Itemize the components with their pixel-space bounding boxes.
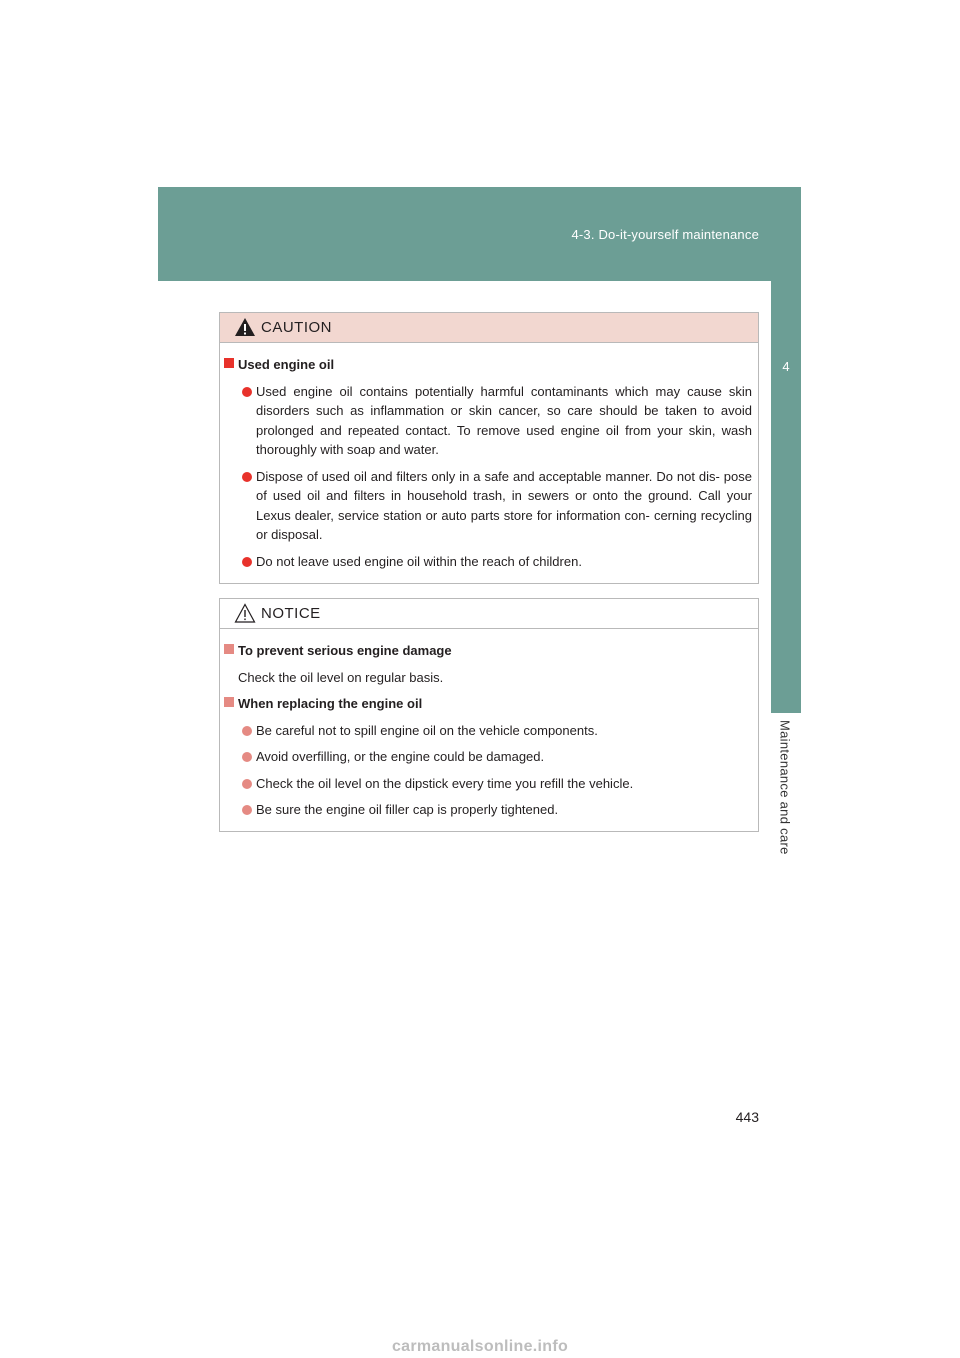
bullet-dot-icon	[242, 805, 252, 815]
caution-header	[220, 313, 758, 343]
notice-text: Check the oil level on regular basis.	[238, 669, 444, 685]
section-title: 4-3. Do-it-yourself maintenance	[571, 227, 759, 242]
list-item	[242, 721, 752, 741]
page-number: 443	[735, 1109, 759, 1125]
chapter-tab	[771, 281, 801, 713]
caution-heading-text: Used engine oil	[238, 357, 335, 372]
list-item-text: Be sure the engine oil filler cap is properly tightened.	[256, 802, 559, 817]
list-item	[242, 467, 752, 545]
list-item	[242, 382, 752, 460]
caution-box	[219, 312, 759, 584]
square-bullet-icon	[224, 644, 234, 654]
notice-heading-2	[224, 694, 752, 714]
bullet-dot-icon	[242, 752, 252, 762]
bullet-dot-icon	[242, 557, 252, 567]
list-item-text: Used engine oil contains potentially harmful contaminants which may cause skin disorders such as inflammation or skin cancer, so care should be taken to avoid prolonged and repeated contact. To remove used engine oil from your skin, wash thoroughly with soap and water.	[256, 383, 752, 457]
list-item	[242, 747, 752, 767]
notice-heading-text: When replacing the engine oil	[238, 696, 423, 711]
list-item-text: Be careful not to spill engine oil on the vehicle components.	[256, 722, 598, 738]
chapter-number: 4	[782, 359, 790, 374]
notice-body	[220, 629, 758, 820]
watermark: carmanualsonline.info	[391, 1338, 569, 1355]
warning-icon	[234, 317, 256, 337]
notice-header	[220, 599, 758, 629]
notice-label: NOTICE	[261, 605, 321, 622]
notice-box	[219, 598, 759, 832]
list-item-text: Dispose of used oil and filters only in a safe and acceptable manner. Do not dis- pose of used oil and filters in household trash, in sewers or onto the ground. Call your Lexus dealer, service station or auto parts store for information con- cerning recycling or disposal.	[256, 468, 752, 542]
bullet-dot-icon	[242, 472, 252, 482]
list-item	[242, 800, 752, 820]
square-bullet-icon	[224, 697, 234, 707]
header-band	[158, 187, 801, 281]
caution-heading	[224, 355, 752, 375]
list-item	[242, 774, 752, 794]
chapter-label-text: Maintenance and care	[777, 720, 793, 855]
bullet-dot-icon	[242, 726, 252, 736]
bullet-dot-icon	[242, 387, 252, 397]
warning-outline-icon	[234, 603, 256, 623]
notice-heading-text: To prevent serious engine damage	[238, 643, 452, 658]
caution-body	[220, 343, 758, 571]
bullet-dot-icon	[242, 779, 252, 789]
caution-label: CAUTION	[261, 319, 332, 336]
chapter-label	[765, 720, 805, 870]
list-item-text: Do not leave used engine oil within the reach of children.	[256, 553, 582, 569]
notice-heading-1	[224, 641, 752, 661]
square-bullet-icon	[224, 358, 234, 368]
list-item	[242, 552, 752, 572]
list-item-text: Avoid overfilling, or the engine could be damaged.	[256, 749, 545, 764]
list-item-text: Check the oil level on the dipstick every time you refill the vehicle.	[256, 775, 634, 791]
